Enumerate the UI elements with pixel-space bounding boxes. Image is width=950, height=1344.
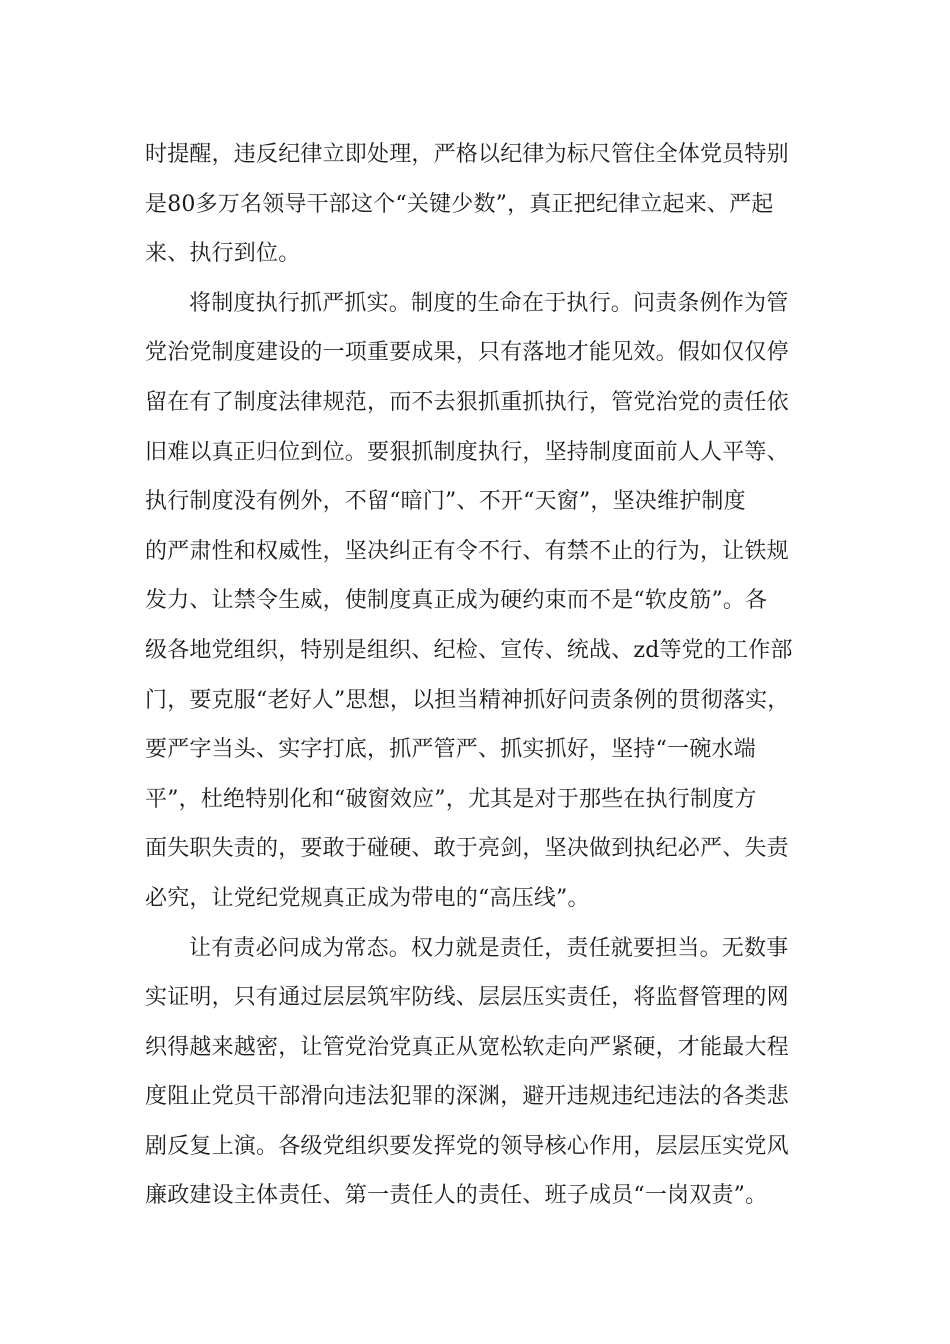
- text-line: 度阻止党员干部滑向违法犯罪的深渊，避开违规违纪违法的各类悲: [145, 1084, 789, 1110]
- text-line: 必究，让党纪党规真正成为带电的“高压线”。: [145, 885, 590, 911]
- text-line: 剧反复上演。各级党组织要发挥党的领导核心作用，层层压实党风: [145, 1133, 789, 1159]
- text-line: 门，要克服“老好人”思想，以担当精神抓好问责条例的贯彻落实，: [145, 687, 790, 713]
- text-line: 时提醒，违反纪律立即处理，严格以纪律为标尺管住全体党员特别: [145, 142, 789, 167]
- text-line: 的严肃性和权威性，坚决纠正有令不行、有禁不止的行为，让铁规: [145, 538, 789, 564]
- text-line: 织得越来越密，让管党治党真正从宽松软走向严紧硬，才能最大程: [145, 1034, 789, 1060]
- text-line: 执行制度没有例外，不留“暗门”、不开“天窗”，坚决维护制度: [145, 489, 746, 515]
- text-line: 廉政建设主体责任、第一责任人的责任、班子成员“一岗双责”。: [145, 1183, 768, 1209]
- text-line: 实证明，只有通过层层筑牢防线、层层压实责任，将监督管理的网: [145, 985, 789, 1011]
- text-line: 党治党制度建设的一项重要成果，只有落地才能见效。假如仅仅停: [145, 340, 789, 366]
- text-line: 是80多万名领导干部这个“关键少数”，真正把纪律立起来、严起: [145, 191, 774, 217]
- text-line: 面失职失责的，要敢于碰硬、敢于亮剑，坚决做到执纪必严、失责: [145, 836, 789, 862]
- paragraph-first-line: 让有责必问成为常态。权力就是责任，责任就要担当。无数事: [189, 935, 789, 961]
- document-body: [145, 130, 825, 1221]
- text-line: 发力、让禁令生威，使制度真正成为硬约束而不是“软皮筋”。各: [145, 588, 768, 614]
- text-line: 旧难以真正归位到位。要狠抓制度执行，坚持制度面前人人平等、: [145, 439, 789, 465]
- text-line: 平”，杜绝特别化和“破窗效应”，尤其是对于那些在执行制度方: [145, 786, 757, 812]
- text-line: 级各地党组织，特别是组织、纪检、宣传、统战、zd等党的工作部: [145, 637, 793, 663]
- text-line: 要严字当头、实字打底，抓严管严、抓实抓好，坚持“一碗水端: [145, 737, 756, 763]
- text-line: 留在有了制度法律规范，而不去狠抓重抓执行，管党治党的责任依: [145, 389, 789, 415]
- text-line: 来、执行到位。: [145, 241, 301, 267]
- paragraph-first-line: 将制度执行抓严抓实。制度的生命在于执行。问责条例作为管: [189, 290, 789, 316]
